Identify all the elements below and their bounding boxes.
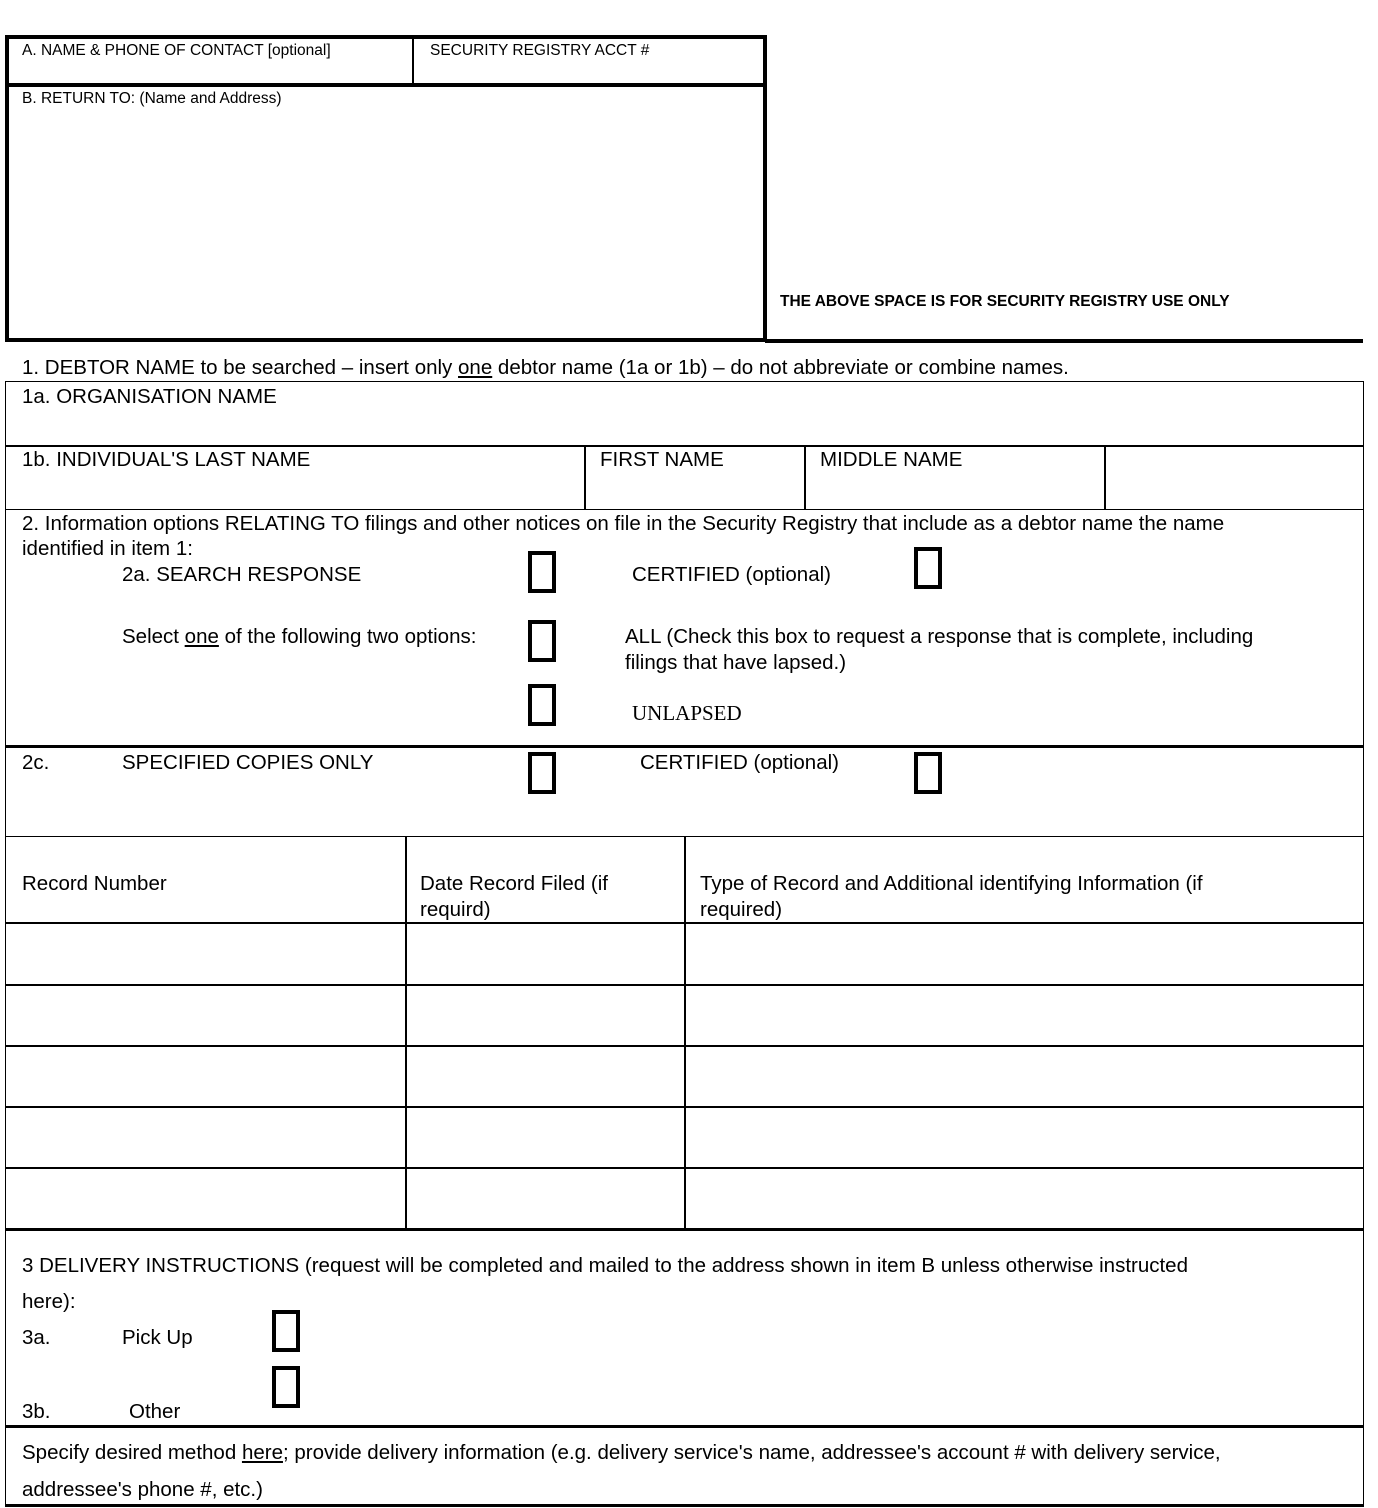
first-name-input[interactable] [592, 476, 798, 506]
return-to-label: B. RETURN TO: (Name and Address) [22, 90, 282, 107]
registry-bottom-rule [765, 339, 1363, 343]
copies-number: 2c. [22, 751, 50, 774]
section3-divider [5, 1425, 1364, 1428]
table-row-type-cell[interactable] [692, 991, 1356, 1041]
acct-label: SECURITY REGISTRY ACCT # [430, 42, 650, 59]
other-label: Other [129, 1400, 181, 1423]
table-row-date-cell[interactable] [412, 930, 678, 980]
table-row-type-cell[interactable] [692, 1052, 1356, 1102]
contact-input[interactable] [12, 62, 408, 82]
delivery-intro-line1: 3 DELIVERY INSTRUCTIONS (request will be completed and mailed to the address shown in item B unless otherwise instructed [22, 1254, 1188, 1277]
search-certified-checkbox[interactable] [914, 547, 942, 589]
middle-suffix-divider [1104, 445, 1106, 510]
table-row-date-cell[interactable] [412, 1113, 678, 1163]
pickup-checkbox[interactable] [272, 1310, 300, 1352]
return-to-input[interactable] [12, 112, 760, 334]
middle-name-label: MIDDLE NAME [820, 448, 963, 471]
table-row-record-cell[interactable] [12, 930, 400, 980]
section3-bottom-rule [5, 1504, 1364, 1507]
search-certified-label: CERTIFIED (optional) [632, 563, 831, 586]
table-row-record-cell[interactable] [12, 1052, 400, 1102]
records-row-rule [5, 1045, 1364, 1047]
header-divider [5, 83, 767, 87]
specified-copies-label: SPECIFIED COPIES ONLY [122, 751, 374, 774]
select-one-label: Select one of the following two options: [122, 625, 477, 648]
acct-input[interactable] [418, 62, 760, 82]
search-response-checkbox[interactable] [528, 551, 556, 593]
org-name-input[interactable] [12, 412, 1356, 442]
specified-copies-checkbox[interactable] [528, 752, 556, 794]
specify-method-line2: addressee's phone #, etc.) [22, 1478, 263, 1501]
last-first-divider [584, 445, 586, 510]
col-type-line1: Type of Record and Additional identifying Information (if [700, 872, 1203, 895]
registry-use-note: THE ABOVE SPACE IS FOR SECURITY REGISTRY USE ONLY [780, 293, 1230, 310]
records-col-divider-2 [684, 836, 686, 1230]
records-row-rule [5, 984, 1364, 986]
all-option-line2: filings that have lapsed.) [625, 651, 847, 674]
table-row-date-cell[interactable] [412, 1052, 678, 1102]
all-checkbox[interactable] [528, 620, 556, 662]
section1-divider [5, 445, 1364, 447]
contact-label: A. NAME & PHONE OF CONTACT [optional] [22, 42, 331, 59]
table-row-date-cell[interactable] [412, 1174, 678, 1224]
search-response-label: 2a. SEARCH RESPONSE [122, 563, 362, 586]
col-date-line2: requird) [420, 898, 491, 921]
unlapsed-label: UNLAPSED [632, 701, 742, 725]
records-row-rule [5, 1167, 1364, 1169]
middle-name-input[interactable] [812, 476, 1098, 506]
table-row-type-cell[interactable] [692, 930, 1356, 980]
section2-intro-line2: identified in item 1: [22, 537, 193, 560]
records-header-rule [5, 922, 1364, 924]
unlapsed-checkbox[interactable] [528, 684, 556, 726]
all-option-line1: ALL (Check this box to request a response that is complete, including [625, 625, 1254, 648]
copies-certified-checkbox[interactable] [914, 752, 942, 794]
table-row-record-cell[interactable] [12, 1174, 400, 1224]
col-type-line2: required) [700, 898, 783, 921]
table-row-record-cell[interactable] [12, 1113, 400, 1163]
other-checkbox[interactable] [272, 1366, 300, 1408]
records-col-divider-1 [405, 836, 407, 1230]
copies-certified-label: CERTIFIED (optional) [640, 751, 839, 774]
specify-method-line1: Specify desired method here; provide delivery information (e.g. delivery service's name, addressee's account # with delivery service, [22, 1441, 1221, 1464]
section2-intro-line1: 2. Information options RELATING TO filings and other notices on file in the Security Registry that include as a debtor name the name [22, 512, 1225, 535]
suffix-input[interactable] [1112, 452, 1358, 506]
records-row-rule [5, 1106, 1364, 1108]
table-row-date-cell[interactable] [412, 991, 678, 1041]
other-number: 3b. [22, 1400, 51, 1423]
col-record-number: Record Number [22, 872, 167, 895]
last-name-input[interactable] [12, 476, 578, 506]
table-row-type-cell[interactable] [692, 1113, 1356, 1163]
pickup-number: 3a. [22, 1326, 51, 1349]
first-middle-divider [804, 445, 806, 510]
last-name-label: 1b. INDIVIDUAL'S LAST NAME [22, 448, 311, 471]
section2-thick-rule [5, 745, 1364, 748]
section1-intro: 1. DEBTOR NAME to be searched – insert only one debtor name (1a or 1b) – do not abbreviate or combine names. [22, 356, 1069, 379]
first-name-label: FIRST NAME [600, 448, 724, 471]
header-vertical-divider [412, 35, 414, 85]
table-row-type-cell[interactable] [692, 1174, 1356, 1224]
col-date-line1: Date Record Filed (if [420, 872, 608, 895]
delivery-intro-line2: here): [22, 1290, 76, 1313]
org-name-label: 1a. ORGANISATION NAME [22, 385, 277, 408]
table-row-record-cell[interactable] [12, 991, 400, 1041]
pickup-label: Pick Up [122, 1326, 193, 1349]
